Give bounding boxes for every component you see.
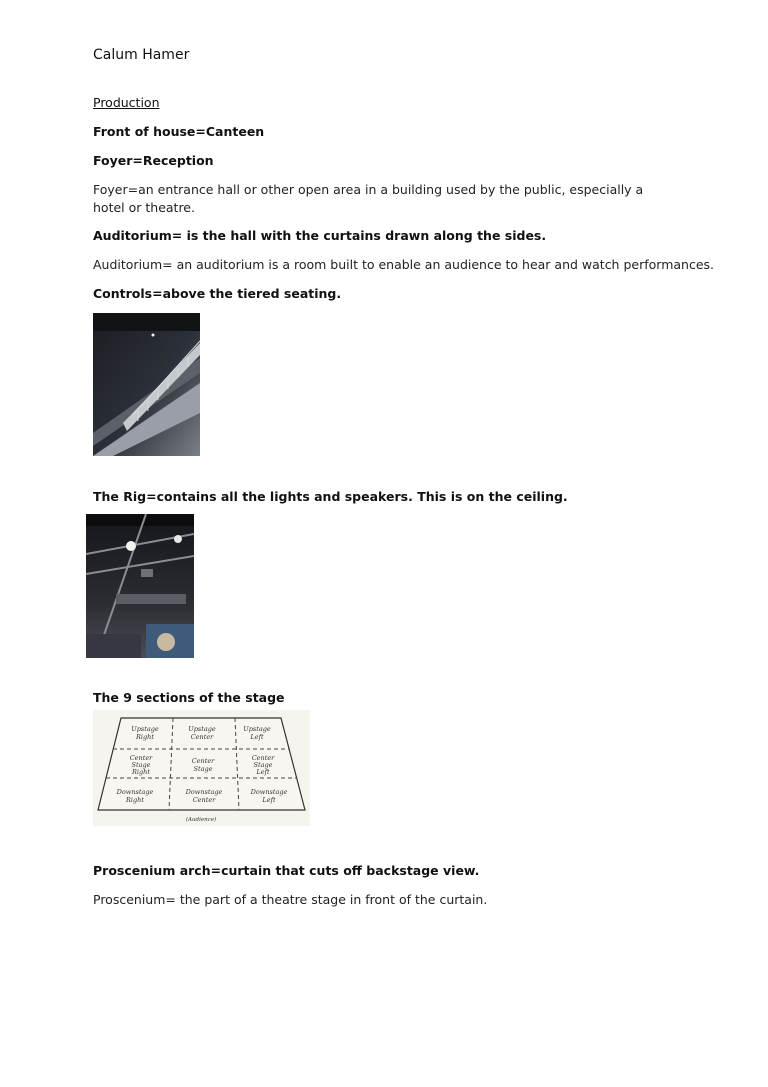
cell-downstage-center-2: Center xyxy=(192,796,216,804)
cell-downstage-right-1: Downstage xyxy=(116,788,154,796)
cell-downstage-right-2: Right xyxy=(126,796,144,804)
cell-center-stage-1: Center xyxy=(191,757,215,765)
cell-center-right-2: Stage xyxy=(131,761,151,769)
foyer-definition: Foyer=an entrance hall or other open area in a building used by the public, especially a hotel or theatre. xyxy=(93,182,644,215)
controls-photo xyxy=(93,313,200,456)
rig-line: The Rig=contains all the lights and speakers. This is on the ceiling. xyxy=(93,489,568,504)
auditorium-short-line: Auditorium= is the hall with the curtains drawn along the sides. xyxy=(93,228,547,243)
controls-line: Controls=above the tiered seating. xyxy=(93,286,342,301)
section-heading: Production xyxy=(93,95,160,110)
author-name: Calum Hamer xyxy=(93,47,190,63)
cell-center-left-2: Stage xyxy=(253,761,273,769)
stage-sections-line: The 9 sections of the stage xyxy=(93,690,285,705)
cell-upstage-center-1: Upstage xyxy=(188,725,216,733)
cell-upstage-center-2: Center xyxy=(190,733,214,741)
cell-downstage-left-2: Left xyxy=(262,796,276,804)
proscenium-short-line: Proscenium arch=curtain that cuts off backstage view. xyxy=(93,863,480,878)
cell-center-left-1: Center xyxy=(251,754,275,762)
cell-center-right-3: Right xyxy=(132,768,150,776)
rig-photo xyxy=(86,514,194,658)
cell-upstage-left-1: Upstage xyxy=(243,725,271,733)
stage-sections-diagram xyxy=(93,710,310,826)
audience-label: (Audience) xyxy=(185,817,217,823)
cell-downstage-center-1: Downstage xyxy=(185,788,223,796)
cell-downstage-left-1: Downstage xyxy=(250,788,288,796)
cell-center-left-3: Left xyxy=(256,768,270,776)
cell-upstage-left-2: Left xyxy=(250,733,264,741)
front-of-house-line: Front of house=Canteen xyxy=(93,124,265,139)
cell-center-stage-2: Stage xyxy=(193,765,213,773)
cell-upstage-right-2: Right xyxy=(136,733,154,741)
proscenium-definition: Proscenium= the part of a theatre stage in front of the curtain. xyxy=(93,892,488,907)
auditorium-definition: Auditorium= an auditorium is a room built to enable an audience to hear and watch performances. xyxy=(93,257,714,272)
cell-center-right-1: Center xyxy=(129,754,153,762)
cell-upstage-right-1: Upstage xyxy=(131,725,159,733)
foyer-short-line: Foyer=Reception xyxy=(93,153,214,168)
